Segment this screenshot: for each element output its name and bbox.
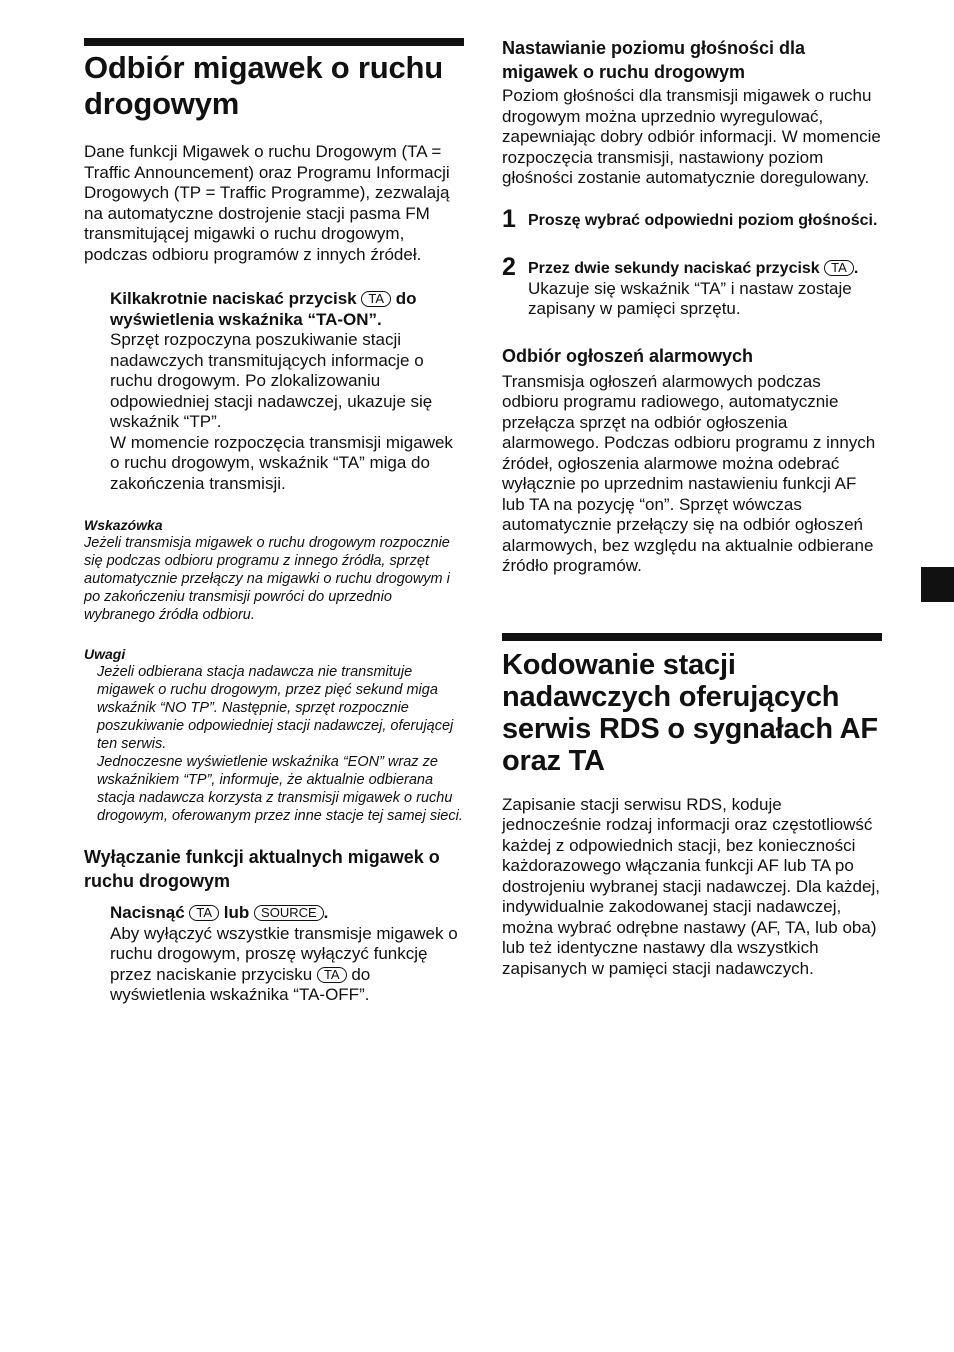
off-dot: . (323, 903, 329, 922)
instruction-pre: Kilkakrotnie naciskać przycisk (110, 289, 357, 308)
tip-title: Wskazówka (84, 517, 163, 533)
step-2-dot: . (853, 259, 859, 277)
off-text-post: do wyświetlenia wskaźnika “TA-OFF”. (110, 964, 371, 1004)
section-rule (502, 633, 882, 641)
notes-title: Uwagi (84, 646, 126, 662)
step-2-title-text: Przez dwie sekundy naciskać przycisk (528, 259, 820, 277)
step-1-number: 1 (502, 204, 516, 233)
ta-key-icon: TA (361, 291, 391, 307)
source-key-icon: SOURCE (254, 905, 324, 921)
title-rule (84, 38, 464, 46)
intro-paragraph: Dane funkcji Migawek o ruchu Drogowym (TA = Traffic Announcement) oraz Programu Informacji Drogowych (TP = Traffic Programme), zezwalają na automatyczne dostrojenie stacji pasma FM transmitującej migawki o ruchu drogowym, podczas odbioru programów z innych źródeł. (84, 142, 450, 264)
volume-text: Poziom głośności dla transmisji migawek o ruchu drogowym można uprzednio wyregulować, zapewniając dobry odbiór informacji. W momencie rozpoczęcia transmisji, nastawiony poziom głośności zostanie automatycznie doregulowany. (502, 86, 881, 187)
alarm-text: Transmisja ogłoszeń alarmowych podczas odbioru programu radiowego, automatycznie przełącza sprzęt na odbiór ogłoszenia alarmowego. Podczas odbioru programu z innych źródeł, ogłoszenia alarmowe można odebrać wyłącznie po uprzednim nastawieniu funkcji AF lub TA na pozycję “on”. Sprzęt wówczas automatycznie przełączy się na odbiór ogłoszeń alarmowych, bez względu na aktualnie odbierane źródło programów. (502, 371, 876, 575)
tip-block (84, 516, 464, 624)
note-1: Jeżeli odbierana stacja nadawcza nie transmituje migawek o ruchu drogowym, przez pięć sekund miga wskaźnik “NO TP”. Następnie, sprzęt rozpocznie poszukiwanie odpowiedniej stacji nadawczej, oferującej ten serwis. (97, 664, 454, 752)
step-2 (502, 252, 882, 320)
ta-key-icon: TA (189, 905, 219, 921)
step-2-number: 2 (502, 252, 516, 281)
off-title (110, 903, 464, 924)
instruction-text-1: Sprzęt rozpoczyna poszukiwanie stacji nadawczych transmitujących informacje o ruchu drogowym. Po zlokalizowaniu odpowiedniej stacji nadawczej, ukazuje się wskaźnik “TP”. (110, 330, 433, 431)
instruction-title (110, 289, 464, 330)
off-block (84, 903, 464, 1006)
instruction-block (84, 289, 464, 494)
volume-heading: Nastawianie poziomu głośności dla migawek o ruchu drogowym (502, 38, 806, 82)
side-tab-marker (921, 567, 954, 602)
ta-key-icon: TA (317, 967, 347, 983)
alarm-heading: Odbiór ogłoszeń alarmowych (502, 345, 754, 366)
instruction-post: do wyświetlenia wskaźnika “TA-ON”. (110, 289, 417, 329)
right-column (502, 36, 882, 979)
page-title: Odbiór migawek o ruchu drogowym (84, 50, 444, 121)
off-pre: Nacisnąć (110, 903, 185, 922)
note-2: Jednoczesne wyświetlenie wskaźnika “EON” wraz ze wskaźnikiem “TP”, informuje, że aktualnie odbierana stacja nadawcza korzysta z transmisji migawek o ruchu drogowym, oferowanym przez inne stacje tej samej sieci. (97, 754, 463, 824)
step-1-title: Proszę wybrać odpowiedni poziom głośności. (528, 211, 878, 229)
off-mid: lub (223, 903, 250, 922)
ta-key-icon: TA (824, 260, 854, 276)
step-2-text: Ukazuje się wskaźnik “TA” i nastaw zostaje zapisany w pamięci sprzętu. (528, 278, 852, 318)
step-1 (502, 204, 882, 233)
section-text: Zapisanie stacji serwisu RDS, koduje jednocześnie rodzaj informacji oraz częstotliowść każdej z odpowiednich stacji, bez konieczności każdorazowego włączania funkcji AF lub TA po dostrojeniu wybranej stacji nadawczej. Dla każdej, indywidualnie zakodowanej stacji nadawczej, można wybrać odrębne nastawy (AF, TA, lub oba) lub też identyczne nastawy dla wszystkich zapisanych w pamięci stacji nadawczych. (502, 794, 880, 978)
off-text-pre: Aby wyłączyć wszystkie transmisje migawek o ruchu drogowym, proszę wyłączyć funkcję przez naciskanie przycisku (110, 923, 458, 984)
off-text (110, 924, 464, 1006)
left-column (84, 38, 464, 1006)
instruction-text-2: W momencie rozpoczęcia transmisji migawek o ruchu drogowym, wskaźnik “TA” miga do zakończenia transmisji. (110, 432, 453, 493)
notes-block (84, 645, 464, 825)
step-2-title (528, 259, 882, 279)
section-title: Kodowanie stacji nadawczych oferujących serwis RDS o sygnałach AF oraz TA (502, 648, 878, 777)
tip-text: Jeżeli transmisja migawek o ruchu drogowym rozpocznie się podczas odbioru programu z innego źródła, sprzęt automatycznie przełączy na migawki o ruchu drogowym i po zakończeniu transmisji powróci do uprzednio wybranego źródła odbioru. (84, 535, 450, 623)
off-heading: Wyłączanie funkcji aktualnych migawek o ruchu drogowym (84, 847, 440, 891)
